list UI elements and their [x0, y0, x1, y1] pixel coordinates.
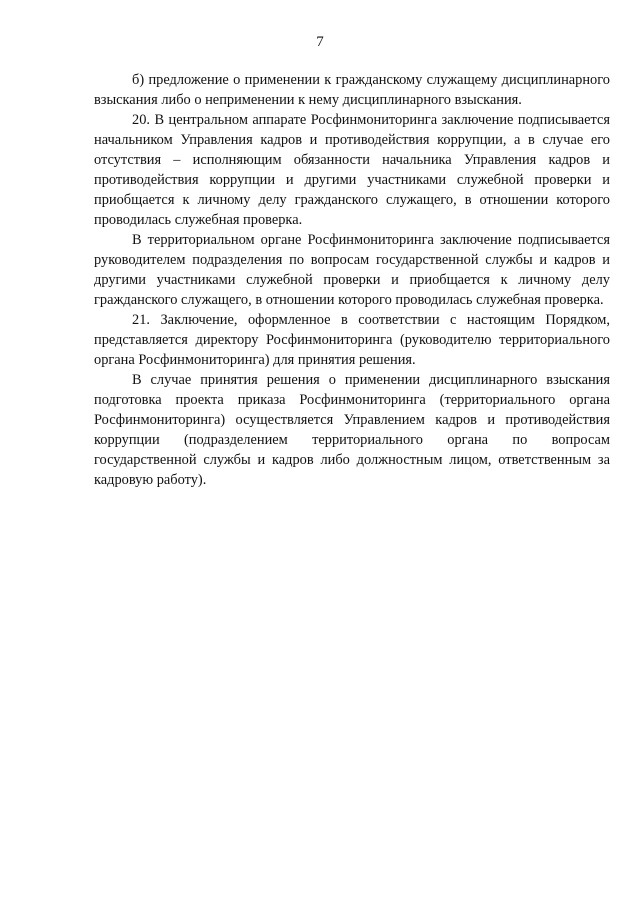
paragraph-21-conclusion: 21. Заключение, оформленное в соответствии с настоящим Порядком, представляется директору Росфинмониторинга (руководителю территориального органа Росфинмониторинга) для принятия решения. [94, 312, 610, 368]
paragraph-item-b: б) предложение о применении к гражданскому служащему дисциплинарного взыскания либо о неприменении к нему дисциплинарного взыскания. [94, 72, 610, 108]
paragraph-20-central-office: 20. В центральном аппарате Росфинмониторинга заключение подписывается начальником Управления кадров и противодействия коррупции, а в случае его отсутствия – исполняющим обязанности начальника Управления кадров и противодействия коррупции и другими участниками служебной проверки и приобщается к личному делу гражданского служащего, в отношении которого проводилась служебная проверка. [94, 112, 610, 228]
paragraph-disciplinary-order: В случае принятия решения о применении дисциплинарного взыскания подготовка проекта приказа Росфинмониторинга (территориального органа Росфинмониторинга) осуществляется Управлением кадров и противодействия коррупции (подразделением территориального органа по вопросам государственной службы и кадров либо должностным лицом, ответственным за кадровую работу). [94, 372, 610, 488]
paragraph-territorial-body: В территориальном органе Росфинмониторинга заключение подписывается руководителем подразделения по вопросам государственной службы и кадров и другими участниками служебной проверки и приобщается к личному делу гражданского служащего, в отношении которого проводилась служебная проверка. [94, 232, 610, 308]
document-body [94, 70, 610, 490]
page-number: 7 [316, 34, 324, 50]
